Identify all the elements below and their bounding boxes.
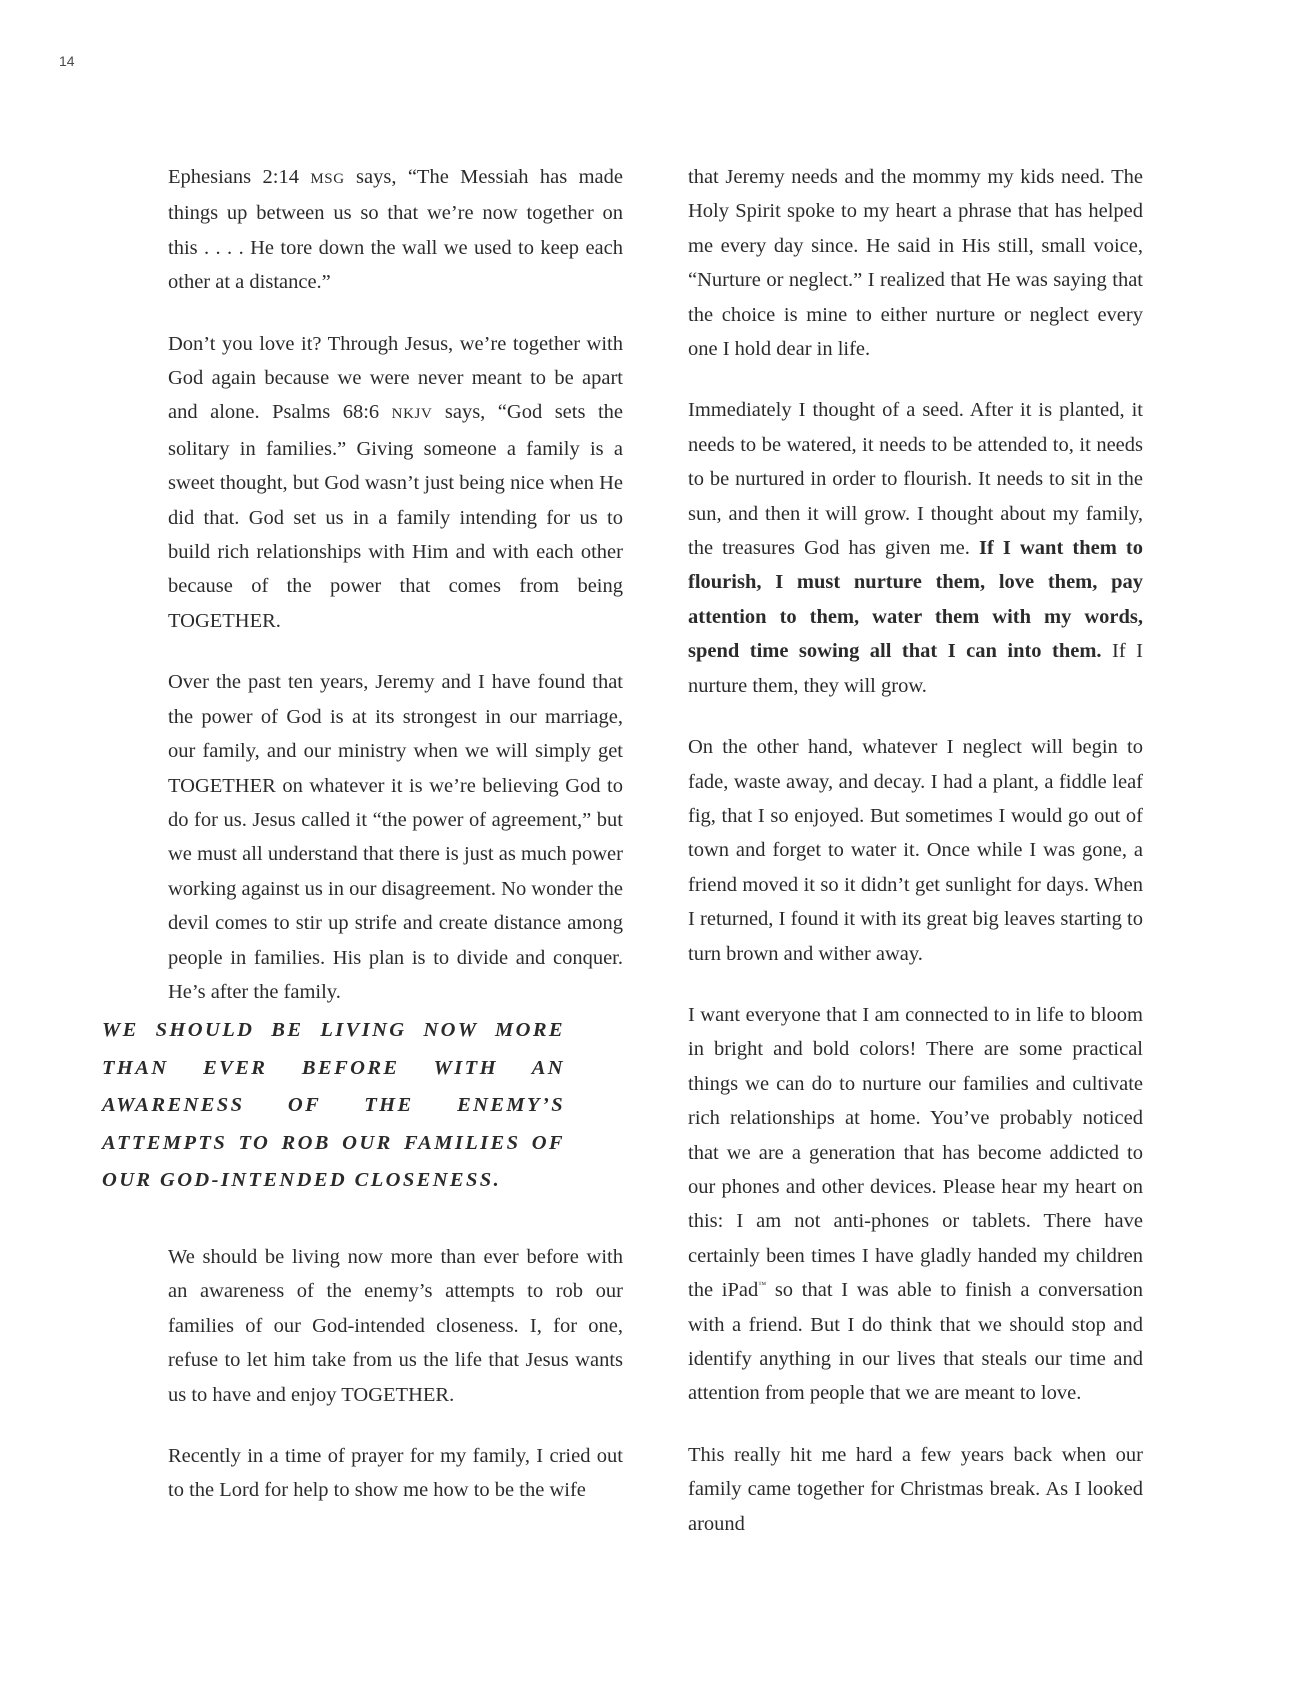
- paragraph-prayer: Recently in a time of prayer for my family, I cried out to the Lord for help to show me how to be the wife: [168, 1445, 623, 1502]
- page-number: 14: [59, 53, 75, 69]
- trademark-mark: ™: [758, 1280, 767, 1290]
- paragraph-awareness: We should be living now more than ever before with an awareness of the enemy’s attempts to rob our families of our God-intended closeness. I, for one, refuse to let him take from us the life that Jesus wants us to have and enjoy TOGETHER.: [168, 1246, 623, 1406]
- paragraph-text: Ephesians 2:14: [168, 166, 311, 188]
- paragraph-text: says, “The Messiah has made things up between us so that we’re now together on this . . . . He tore down the wall we used to keep each other at a distance.”: [168, 166, 623, 294]
- paragraph-power-of-agreement: Over the past ten years, Jeremy and I have found that the power of God is at its strongest in our marriage, our family, and our ministry when we will simply get TOGETHER on whatever it is we’re believing God to do for us. Jesus called it “the power of agreement,” but we must all understand that there is just as much power working against us in our disagreement. No wonder the devil comes to stir up strife and create distance among people in families. His plan is to divide and conquer. He’s after the family.: [168, 671, 623, 1003]
- paragraph-text: says, “God sets the solitary in families.” Giving someone a family is a sweet thought, but God wasn’t just being nice when He did that. God set us in a family intending for us to build rich relationships with Him and with each other because of the power that comes from being TOGETHER.: [168, 401, 623, 632]
- left-column-top: [168, 160, 623, 1036]
- paragraph-text: Immediately I thought of a seed. After it is planted, it needs to be watered, it needs to be attended to, it needs to be nurtured in order to flourish. It needs to sit in the sun, and then it will grow. I thought about my family, the treasures God has given me.: [688, 399, 1143, 560]
- bible-version: NKJV: [391, 406, 433, 423]
- paragraph-ephesians: [168, 160, 623, 300]
- paragraph-psalms: [168, 327, 623, 639]
- paragraph-seed: [688, 393, 1143, 703]
- paragraph-text: Don’t you love it? Through Jesus, we’re together with God again because we were never meant to be apart and alone. Psalms 68:6: [168, 332, 623, 424]
- paragraph-nurture-or-neglect: that Jeremy needs and the mommy my kids need. The Holy Spirit spoke to my heart a phrase that has helped me every day since. He said in His still, small voice, “Nurture or neglect.” I realized that He was saying that the choice is mine to either nurture or neglect every one I hold dear in life.: [688, 166, 1143, 361]
- paragraph-devices: [688, 998, 1143, 1411]
- left-column-bottom: [168, 1240, 623, 1535]
- paragraph-text: If I nurture them, they will grow.: [688, 640, 1143, 697]
- bible-version: MSG: [310, 171, 345, 187]
- paragraph-fiddle-leaf-fig: On the other hand, whatever I neglect will begin to fade, waste away, and decay. I had a plant, a fiddle leaf fig, that I so enjoyed. But sometimes I would go out of town and forget to water it. Once while I was gone, a friend moved it so it didn’t get sunlight for days. When I returned, I found it with its great big leaves starting to turn brown and wither away.: [688, 736, 1143, 965]
- paragraph-text: I want everyone that I am connected to in life to bloom in bright and bold colors! There are some practical things we can do to nurture our families and cultivate rich relationships at home. You’ve probably noticed that we are a generation that has become addicted to our phones and other devices. Please hear my heart on this: I am not anti-phones or tablets. There have certainly been times I have gladly handed my children the iPad: [688, 1003, 1143, 1302]
- pull-quote: WE SHOULD BE LIVING NOW MORE THAN EVER BEFORE WITH AN AWARENESS OF THE ENEMY’S ATTEMPTS TO ROB OUR FAMILIES OF OUR GOD-INTENDED CLOSENESS.: [102, 1019, 565, 1191]
- right-column: [688, 160, 1143, 1568]
- paragraph-christmas: This really hit me hard a few years back when our family came together for Christmas break. As I looked around: [688, 1443, 1143, 1535]
- emphasis-text: If I want them to flourish, I must nurture them, love them, pay attention to them, water them with my words, spend time sowing all that I can into them.: [688, 537, 1143, 663]
- paragraph-text: so that I was able to finish a conversation with a friend. But I do think that we should stop and identify anything in our lives that steals our time and attention from people that we are meant to love.: [688, 1279, 1143, 1405]
